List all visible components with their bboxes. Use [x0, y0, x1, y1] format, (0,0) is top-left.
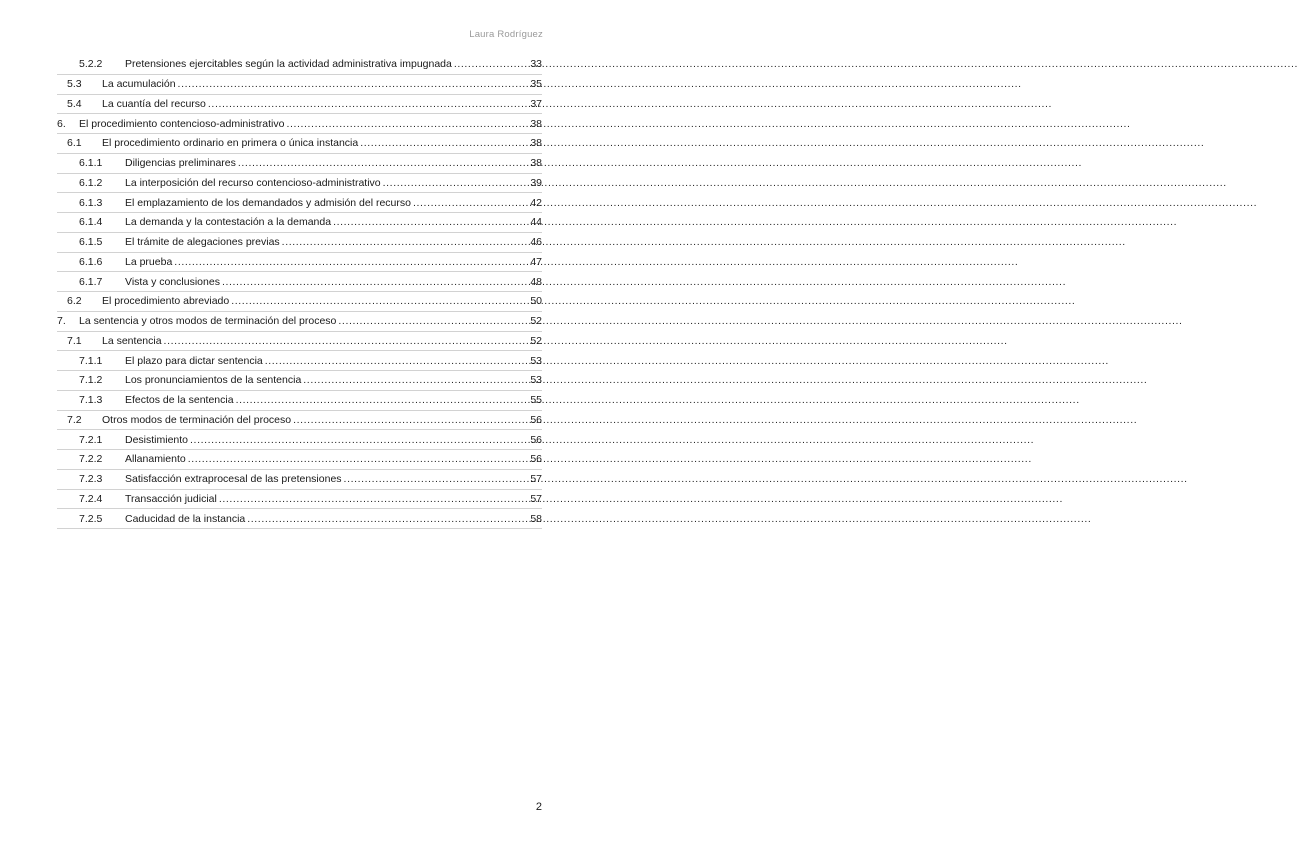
toc-entry-page: 38: [530, 137, 542, 150]
toc-entry-title: Satisfacción extraprocesal de las pretensiones: [125, 473, 342, 486]
toc-dot-leader: [247, 513, 528, 525]
toc-entry-page: 53: [530, 374, 542, 387]
page-header-author: Laura Rodríguez: [469, 29, 543, 40]
toc-dot-leader: [282, 236, 529, 248]
toc-entry[interactable]: [57, 351, 542, 371]
toc-entry-page: 44: [530, 216, 542, 229]
toc-entry[interactable]: [57, 154, 542, 174]
toc-entry-number: 6.: [57, 117, 66, 130]
toc-entry-title: Diligencias preliminares: [125, 157, 236, 170]
toc-entry-title: Transacción judicial: [125, 492, 217, 505]
toc-entry-title: Los pronunciamientos de la sentencia: [125, 374, 302, 387]
toc-entry-title: La demanda y la contestación a la demanda: [125, 216, 332, 229]
toc-entry[interactable]: [57, 312, 542, 332]
toc-entry-page: 56: [530, 433, 542, 446]
toc-entry-page: 38: [530, 117, 542, 130]
toc-entry-title: Efectos de la sentencia: [125, 394, 234, 407]
toc-dot-leader: [174, 256, 528, 268]
toc-entry-number: 7.1.3: [79, 394, 103, 407]
toc-entry-number: 7.1: [67, 334, 82, 347]
toc-entry-title: El plazo para dictar sentencia: [125, 354, 263, 367]
toc-entry-page: 42: [530, 196, 542, 209]
toc-entry-page: 56: [530, 453, 542, 466]
toc-dot-leader: [219, 493, 528, 505]
toc-entry-page: 52: [530, 315, 542, 328]
toc-dot-leader: [454, 58, 528, 70]
toc-entry-page: 38: [530, 157, 542, 170]
toc-entry-number: 6.1.7: [79, 275, 103, 288]
toc-entry[interactable]: [57, 55, 542, 75]
toc-entry-title: La sentencia: [102, 334, 162, 347]
toc-entry-page: 48: [530, 275, 542, 288]
toc-entry-title: El emplazamiento de los demandados y admisión del recurso: [125, 196, 411, 209]
toc-entry[interactable]: [57, 114, 542, 134]
toc-entry[interactable]: [57, 450, 542, 470]
toc-entry-title: El procedimiento ordinario en primera o única instancia: [102, 137, 359, 150]
toc-entry-page: 33: [530, 58, 542, 71]
toc-entry-title: El procedimiento contencioso-administrativo: [79, 117, 285, 130]
toc-entry-page: 52: [530, 334, 542, 347]
toc-dot-leader: [178, 78, 529, 90]
toc-entry[interactable]: [57, 411, 542, 431]
toc-dot-leader: [303, 374, 528, 386]
toc-entry-page: 35: [530, 78, 542, 91]
toc-entry-number: 7.2.3: [79, 473, 103, 486]
toc-entry[interactable]: [57, 391, 542, 411]
toc-dot-leader: [164, 335, 529, 347]
toc-entry-page: 50: [530, 295, 542, 308]
page-number: 2: [535, 801, 542, 813]
toc-entry[interactable]: [57, 95, 542, 115]
toc-entry[interactable]: [57, 490, 542, 510]
toc-dot-leader: [333, 216, 528, 228]
toc-entry[interactable]: [57, 213, 542, 233]
toc-entry[interactable]: [57, 371, 542, 391]
toc-entry[interactable]: [57, 430, 542, 450]
toc-dot-leader: [383, 177, 529, 189]
toc-dot-leader: [190, 434, 528, 446]
toc-entry[interactable]: [57, 272, 542, 292]
toc-entry[interactable]: [57, 174, 542, 194]
toc-dot-leader: [265, 355, 529, 367]
toc-entry-number: 5.3: [67, 78, 82, 91]
toc-entry-number: 6.1.4: [79, 216, 103, 229]
toc-entry-title: Vista y conclusiones: [125, 275, 220, 288]
toc-dot-leader: [236, 394, 529, 406]
toc-entry-title: Pretensiones ejercitables según la actividad administrativa impugnada: [125, 58, 452, 71]
toc-dot-leader: [188, 453, 529, 465]
toc-entry-number: 6.1.2: [79, 176, 103, 189]
toc-entry-number: 5.4: [67, 97, 82, 110]
toc-entry-title: La interposición del recurso contencioso-administrativo: [125, 176, 381, 189]
toc-dot-leader: [360, 137, 528, 149]
toc-entry-number: 7.2.5: [79, 512, 103, 525]
toc-dot-leader: [222, 276, 528, 288]
toc-entry-title: La acumulación: [102, 78, 176, 91]
toc-entry-page: 53: [530, 354, 542, 367]
toc-entry-page: 46: [530, 236, 542, 249]
toc-entry-number: 7.1.1: [79, 354, 103, 367]
toc-entry-number: 7.2: [67, 413, 82, 426]
toc-entry-page: 57: [530, 473, 542, 486]
toc-entry-number: 7.2.2: [79, 453, 103, 466]
toc-entry-title: La cuantía del recurso: [102, 97, 206, 110]
toc-entry-number: 7.2.1: [79, 433, 103, 446]
toc-entry-number: 7.: [57, 315, 66, 328]
toc-entry-page: 56: [530, 413, 542, 426]
toc-dot-leader: [413, 197, 528, 209]
toc-entry-page: 39: [530, 176, 542, 189]
toc-entry-number: 6.1: [67, 137, 82, 150]
toc-dot-leader: [286, 118, 528, 130]
toc-entry-title: La sentencia y otros modos de terminación del proceso: [79, 315, 337, 328]
toc-entry[interactable]: [57, 470, 542, 490]
toc-entry-number: 6.1.6: [79, 255, 103, 268]
toc-entry-page: 47: [530, 255, 542, 268]
toc-entry-title: El procedimiento abreviado: [102, 295, 230, 308]
toc-entry[interactable]: [57, 253, 542, 273]
toc-entry-number: 5.2.2: [79, 58, 103, 71]
toc-entry[interactable]: [57, 509, 542, 529]
toc-entry-page: 37: [530, 97, 542, 110]
toc-entry-page: 55: [530, 394, 542, 407]
toc-entry[interactable]: [57, 134, 542, 154]
toc-entry-number: 7.1.2: [79, 374, 103, 387]
toc-dot-leader: [231, 295, 528, 307]
toc-dot-leader: [208, 98, 528, 110]
toc-entry-title: Caducidad de la instancia: [125, 512, 246, 525]
table-of-contents: [57, 55, 542, 529]
toc-entry-title: El trámite de alegaciones previas: [125, 236, 280, 249]
toc-entry-page: 58: [530, 512, 542, 525]
toc-dot-leader: [344, 473, 529, 485]
toc-dot-leader: [238, 157, 528, 169]
toc-entry-number: 6.1.1: [79, 157, 103, 170]
toc-entry-page: 57: [530, 492, 542, 505]
toc-entry[interactable]: [57, 193, 542, 213]
toc-entry[interactable]: [57, 233, 542, 253]
toc-entry-title: Desistimiento: [125, 433, 189, 446]
toc-entry[interactable]: [57, 75, 542, 95]
toc-entry-title: Otros modos de terminación del proceso: [102, 413, 292, 426]
toc-entry-number: 7.2.4: [79, 492, 103, 505]
toc-entry-number: 6.1.3: [79, 196, 103, 209]
toc-entry-number: 6.1.5: [79, 236, 103, 249]
toc-entry[interactable]: [57, 332, 542, 352]
toc-entry[interactable]: [57, 292, 542, 312]
toc-dot-leader: [338, 315, 528, 327]
toc-entry-number: 6.2: [67, 295, 82, 308]
toc-dot-leader: [293, 414, 528, 426]
toc-entry-title: Allanamiento: [125, 453, 186, 466]
toc-entry-title: La prueba: [125, 255, 173, 268]
